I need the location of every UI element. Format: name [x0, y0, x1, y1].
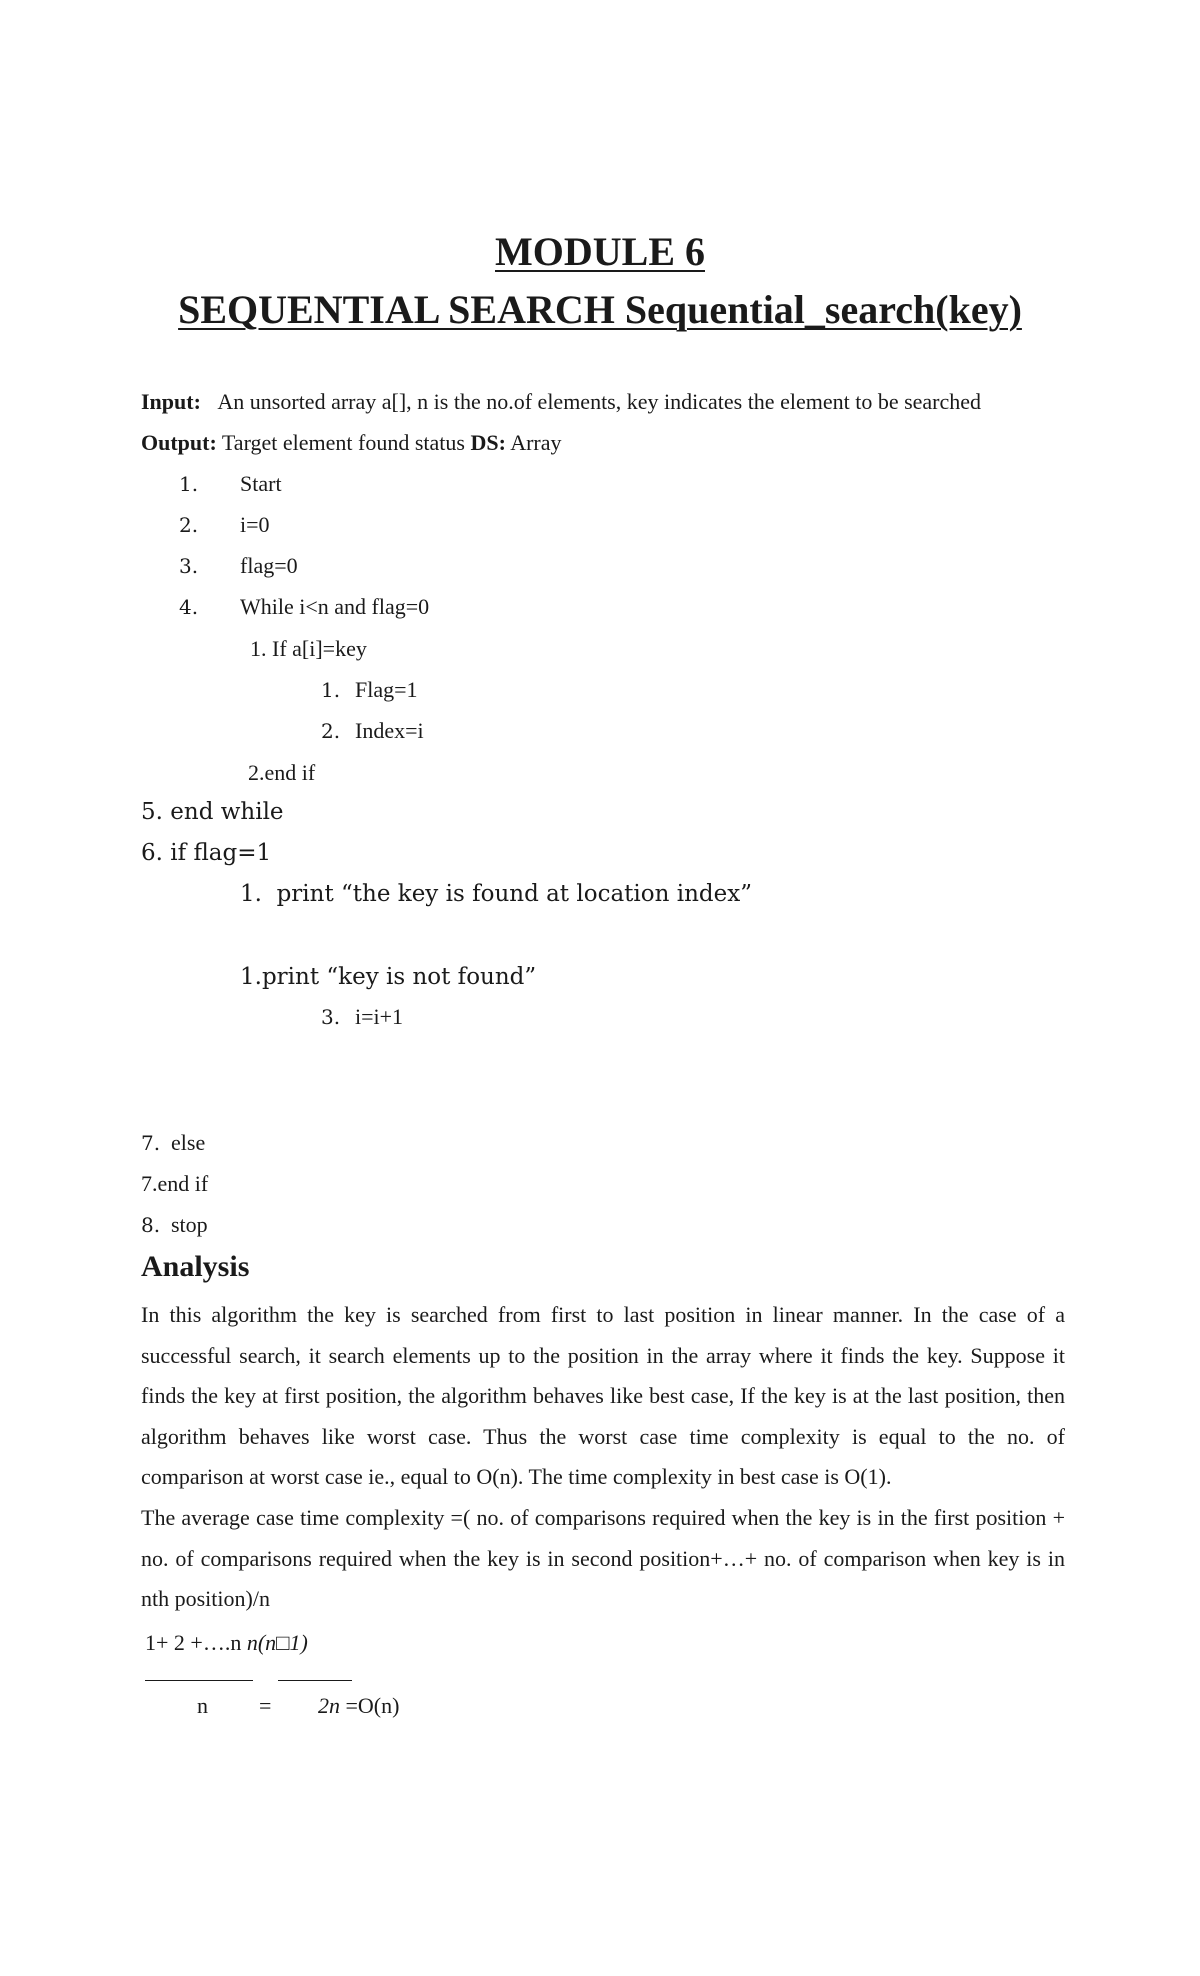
- step-stop: 8. stop: [141, 1212, 208, 1237]
- formula-result: 2n =O(n): [318, 1693, 400, 1718]
- analysis-heading: Analysis: [141, 1250, 250, 1283]
- print-not-found: 1.print “key is not found”: [240, 964, 537, 990]
- formula-equals: =: [259, 1693, 272, 1718]
- input-label: Input:: [141, 389, 201, 414]
- nested-step: 1. Flag=1: [321, 677, 418, 702]
- ds-label: DS:: [470, 430, 506, 455]
- step-if-flag: 6. if flag=1: [141, 840, 272, 866]
- step-item: 2. i=0: [179, 512, 270, 537]
- print-found: 1. print “the key is found at location index”: [240, 881, 752, 907]
- analysis-paragraph: The average case time complexity =( no. of comparisons required when the key is in the first position + no. of comparisons required when the key is in second position+…+ no. of comparison when key is in nth position)/n: [141, 1505, 1065, 1612]
- analysis-paragraph: In this algorithm the key is searched from first to last position in linear manner. In the case of a successful search, it search elements up to the position in the array where it finds the key. Suppose it finds the key at first position, the algorithm behaves like best case, If the key is at the last position, then algorithm behaves like worst case. Thus the worst case time complexity is equal to the no. of comparison at worst case ie., equal to O(n). The time complexity in best case is O(1).: [141, 1302, 1065, 1490]
- output-text: Target element found status: [221, 430, 465, 455]
- substep-if: 1. If a[i]=key: [250, 636, 367, 661]
- ds-text: Array: [510, 430, 562, 455]
- step-item: 3. flag=0: [179, 553, 298, 578]
- output-label: Output:: [141, 430, 217, 455]
- step-end-while: 5. end while: [141, 799, 284, 825]
- module-title: MODULE 6: [495, 229, 705, 274]
- fraction-bar: [145, 1680, 253, 1681]
- input-text: An unsorted array a[], n is the no.of elements, key indicates the element to be searched: [217, 389, 982, 414]
- substep-endif: 2.end if: [248, 760, 316, 785]
- step-else: 7. else: [141, 1130, 206, 1155]
- formula-denominator: n: [197, 1693, 208, 1718]
- step-item: 4. While i<n and flag=0: [179, 594, 430, 619]
- output-line: [141, 430, 562, 456]
- step-end-if: 7.end if: [141, 1171, 209, 1196]
- formula-numerator-term: n(n□1): [246, 1630, 308, 1655]
- input-line: [141, 389, 981, 415]
- step-increment: 3. i=i+1: [321, 1004, 404, 1029]
- nested-step: 2. Index=i: [321, 718, 424, 743]
- formula-numerator: 1+ 2 +….n n(n□1): [145, 1630, 308, 1655]
- step-item: 1. Start: [179, 471, 282, 496]
- fraction-bar: [278, 1680, 352, 1681]
- algorithm-title: SEQUENTIAL SEARCH Sequential_search(key): [178, 287, 1022, 332]
